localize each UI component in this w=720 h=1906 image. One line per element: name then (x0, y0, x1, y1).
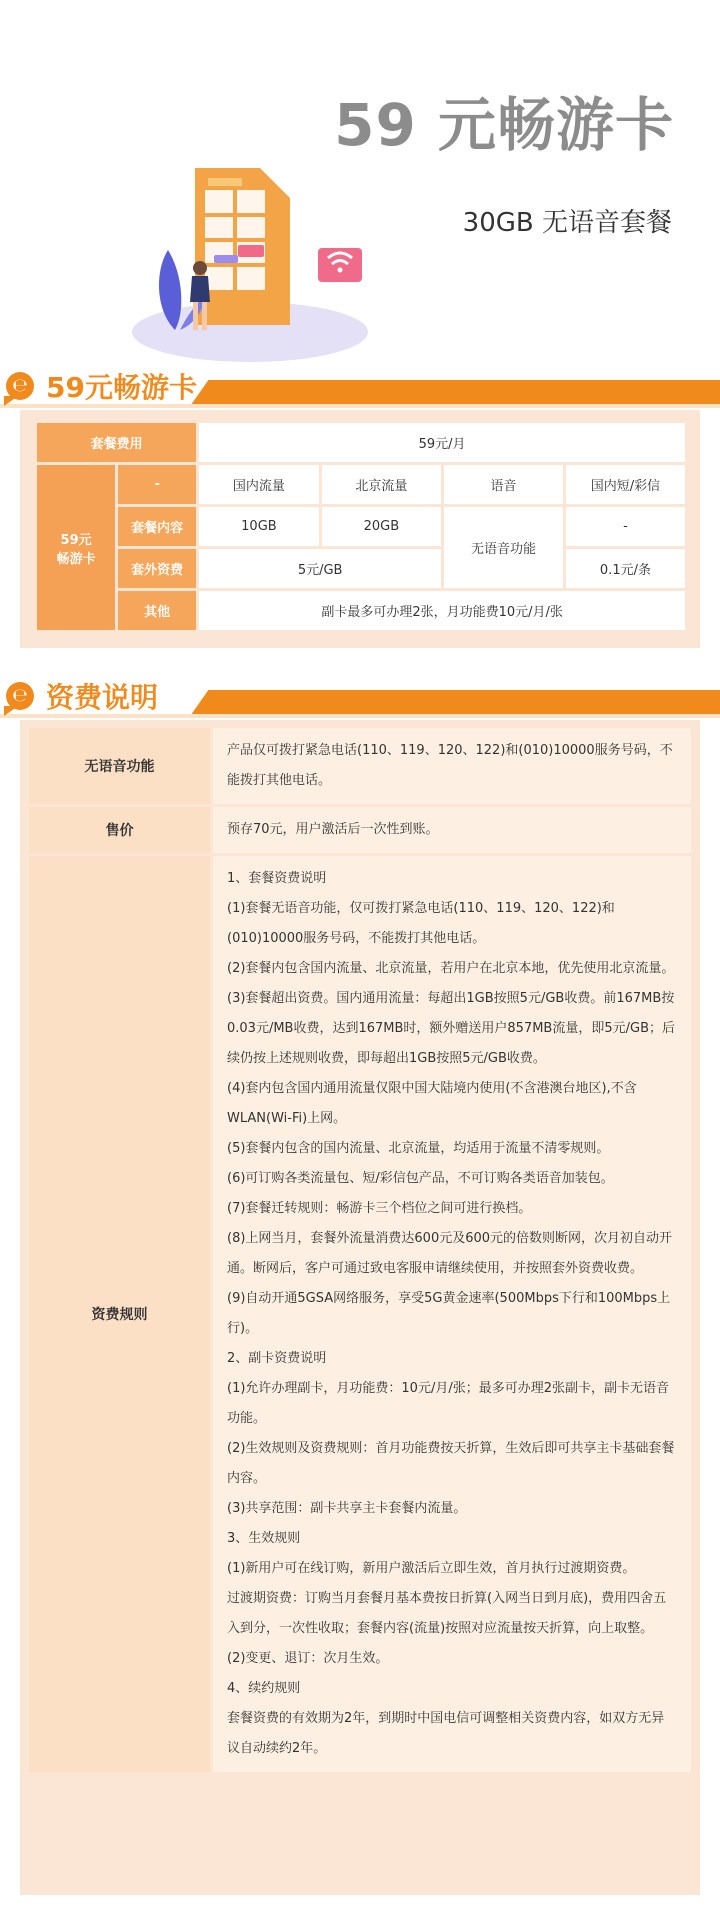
col-domestic: 国内流量 (199, 465, 318, 504)
table-row (37, 507, 685, 546)
rules-label: 资费规则 (29, 856, 210, 1772)
no-voice-text: 产品仅可拨打紧急电话(110、119、120、122)和(010)10000服务号码，不能拨打其他电话。 (213, 728, 691, 804)
rule-line: (5)套餐内包含的国内流量、北京流量，均适用于流量不清零规则。 (227, 1141, 610, 1156)
telecom-logo-icon: ℮ (6, 372, 34, 400)
hero (0, 0, 720, 372)
rule-line: (8)上网当月，套餐外流量消费达600元及600元的倍数则断网，次月初自动开通。断网后，客户可通过致电客服申请继续使用，并按照套外资费收费。 (227, 1231, 673, 1276)
table-row (29, 728, 691, 804)
rule-line: (2)套餐内包含国内流量、北京流量，若用户在北京本地，优先使用北京流量。 (227, 961, 675, 976)
rule-line: 套餐资费的有效期为2年，到期时中国电信可调整相关资费内容，如双方无异议自动续约2年。 (227, 1711, 665, 1756)
table-row (29, 856, 691, 1772)
other-value: 副卡最多可办理2张，月功能费10元/月/张 (199, 591, 685, 630)
extra-sms: 0.1元/条 (566, 549, 685, 588)
fee-table (26, 725, 694, 1775)
price-label: 售价 (29, 807, 210, 853)
table-row (37, 465, 685, 504)
row-extra-label: 套外资费 (118, 549, 196, 588)
rule-line: (3)共享范围：副卡共享主卡套餐内流量。 (227, 1501, 467, 1516)
rule-line: 2、副卡资费说明 (227, 1351, 327, 1366)
rule-line: 过渡期资费：订购当月套餐月基本费按日折算(入网当日到月底)，费用四舍五入到分，一次性收取；套餐内容(流量)按照对应流量按天折算，向上取整。 (227, 1591, 667, 1636)
rule-line: 4、续约规则 (227, 1681, 301, 1696)
extra-data: 5元/GB (199, 549, 441, 588)
content-sms: - (566, 507, 685, 546)
rule-line: (3)套餐超出资费。国内通用流量：每超出1GB按照5元/GB收费。前167MB按0.03元/MB收费，达到167MB时，额外赠送用户857MB流量，即5元/GB；后续仍按上述规则收费，即每超出1GB按照5元/GB收费。 (227, 991, 675, 1066)
content-domestic: 10GB (199, 507, 318, 546)
page-subtitle: 30GB 无语音套餐 (462, 208, 672, 238)
section-banner-plan (0, 366, 720, 406)
row-other-label: 其他 (118, 591, 196, 630)
card-name-cell: 59元 畅游卡 (37, 465, 115, 630)
table-row (37, 549, 685, 588)
table-row (37, 591, 685, 630)
telecom-logo-icon: ℮ (6, 682, 34, 710)
table-row (37, 423, 685, 462)
plan-table-container (20, 410, 700, 648)
rule-line: (6)可订购各类流量包、短/彩信包产品，不可订购各类语音加装包。 (227, 1171, 614, 1186)
table-row (29, 807, 691, 853)
plan-table (34, 420, 688, 633)
content-beijing: 20GB (322, 507, 441, 546)
rule-line: (1)套餐无语音功能，仅可拨打紧急电话(110、119、120、122)和(010)10000服务号码，不能拨打其他电话。 (227, 901, 615, 946)
wifi-chat-icon (318, 248, 362, 282)
section-title-plan: 59元畅游卡 (46, 371, 197, 404)
rule-line: 3、生效规则 (227, 1531, 301, 1546)
rule-line: 1、套餐资费说明 (227, 871, 327, 886)
rule-line: (1)允许办理副卡，月功能费：10元/月/张；最多可办理2张副卡，副卡无语音功能。 (227, 1381, 669, 1426)
rule-line: (1)新用户可在线订购，新用户激活后立即生效，首月执行过渡期资费。 (227, 1561, 636, 1576)
row-content-label: 套餐内容 (118, 507, 196, 546)
rule-line: (7)套餐迁转规则：畅游卡三个档位之间可进行换档。 (227, 1201, 532, 1216)
rule-line: (4)套内包含国内通用流量仅限中国大陆境内使用(不含港澳台地区),不含WLAN(Wi-Fi)上网。 (227, 1081, 637, 1126)
col-voice: 语音 (444, 465, 563, 504)
price-text: 预存70元，用户激活后一次性到账。 (213, 807, 691, 853)
col-sms: 国内短/彩信 (566, 465, 685, 504)
voice-value: 无语音功能 (444, 507, 563, 588)
header-dash: - (118, 465, 196, 504)
fee-label: 套餐费用 (37, 423, 196, 462)
sim-card-illustration (120, 160, 380, 370)
page-title: 59 元畅游卡 (334, 91, 674, 159)
section-title-fee: 资费说明 (46, 681, 159, 714)
no-voice-label: 无语音功能 (29, 728, 210, 804)
rule-line: (9)自动开通5GSA网络服务，享受5G黄金速率(500Mbps下行和100Mbps上行)。 (227, 1291, 671, 1336)
fee-table-container (20, 720, 700, 1895)
rule-line: (2)变更、退订：次月生效。 (227, 1651, 389, 1666)
rules-text (213, 856, 691, 1772)
fee-value: 59元/月 (199, 423, 685, 462)
rule-line: (2)生效规则及资费规则：首月功能费按天折算，生效后即可共享主卡基础套餐内容。 (227, 1441, 675, 1486)
col-beijing: 北京流量 (322, 465, 441, 504)
section-banner-fee (0, 676, 720, 716)
